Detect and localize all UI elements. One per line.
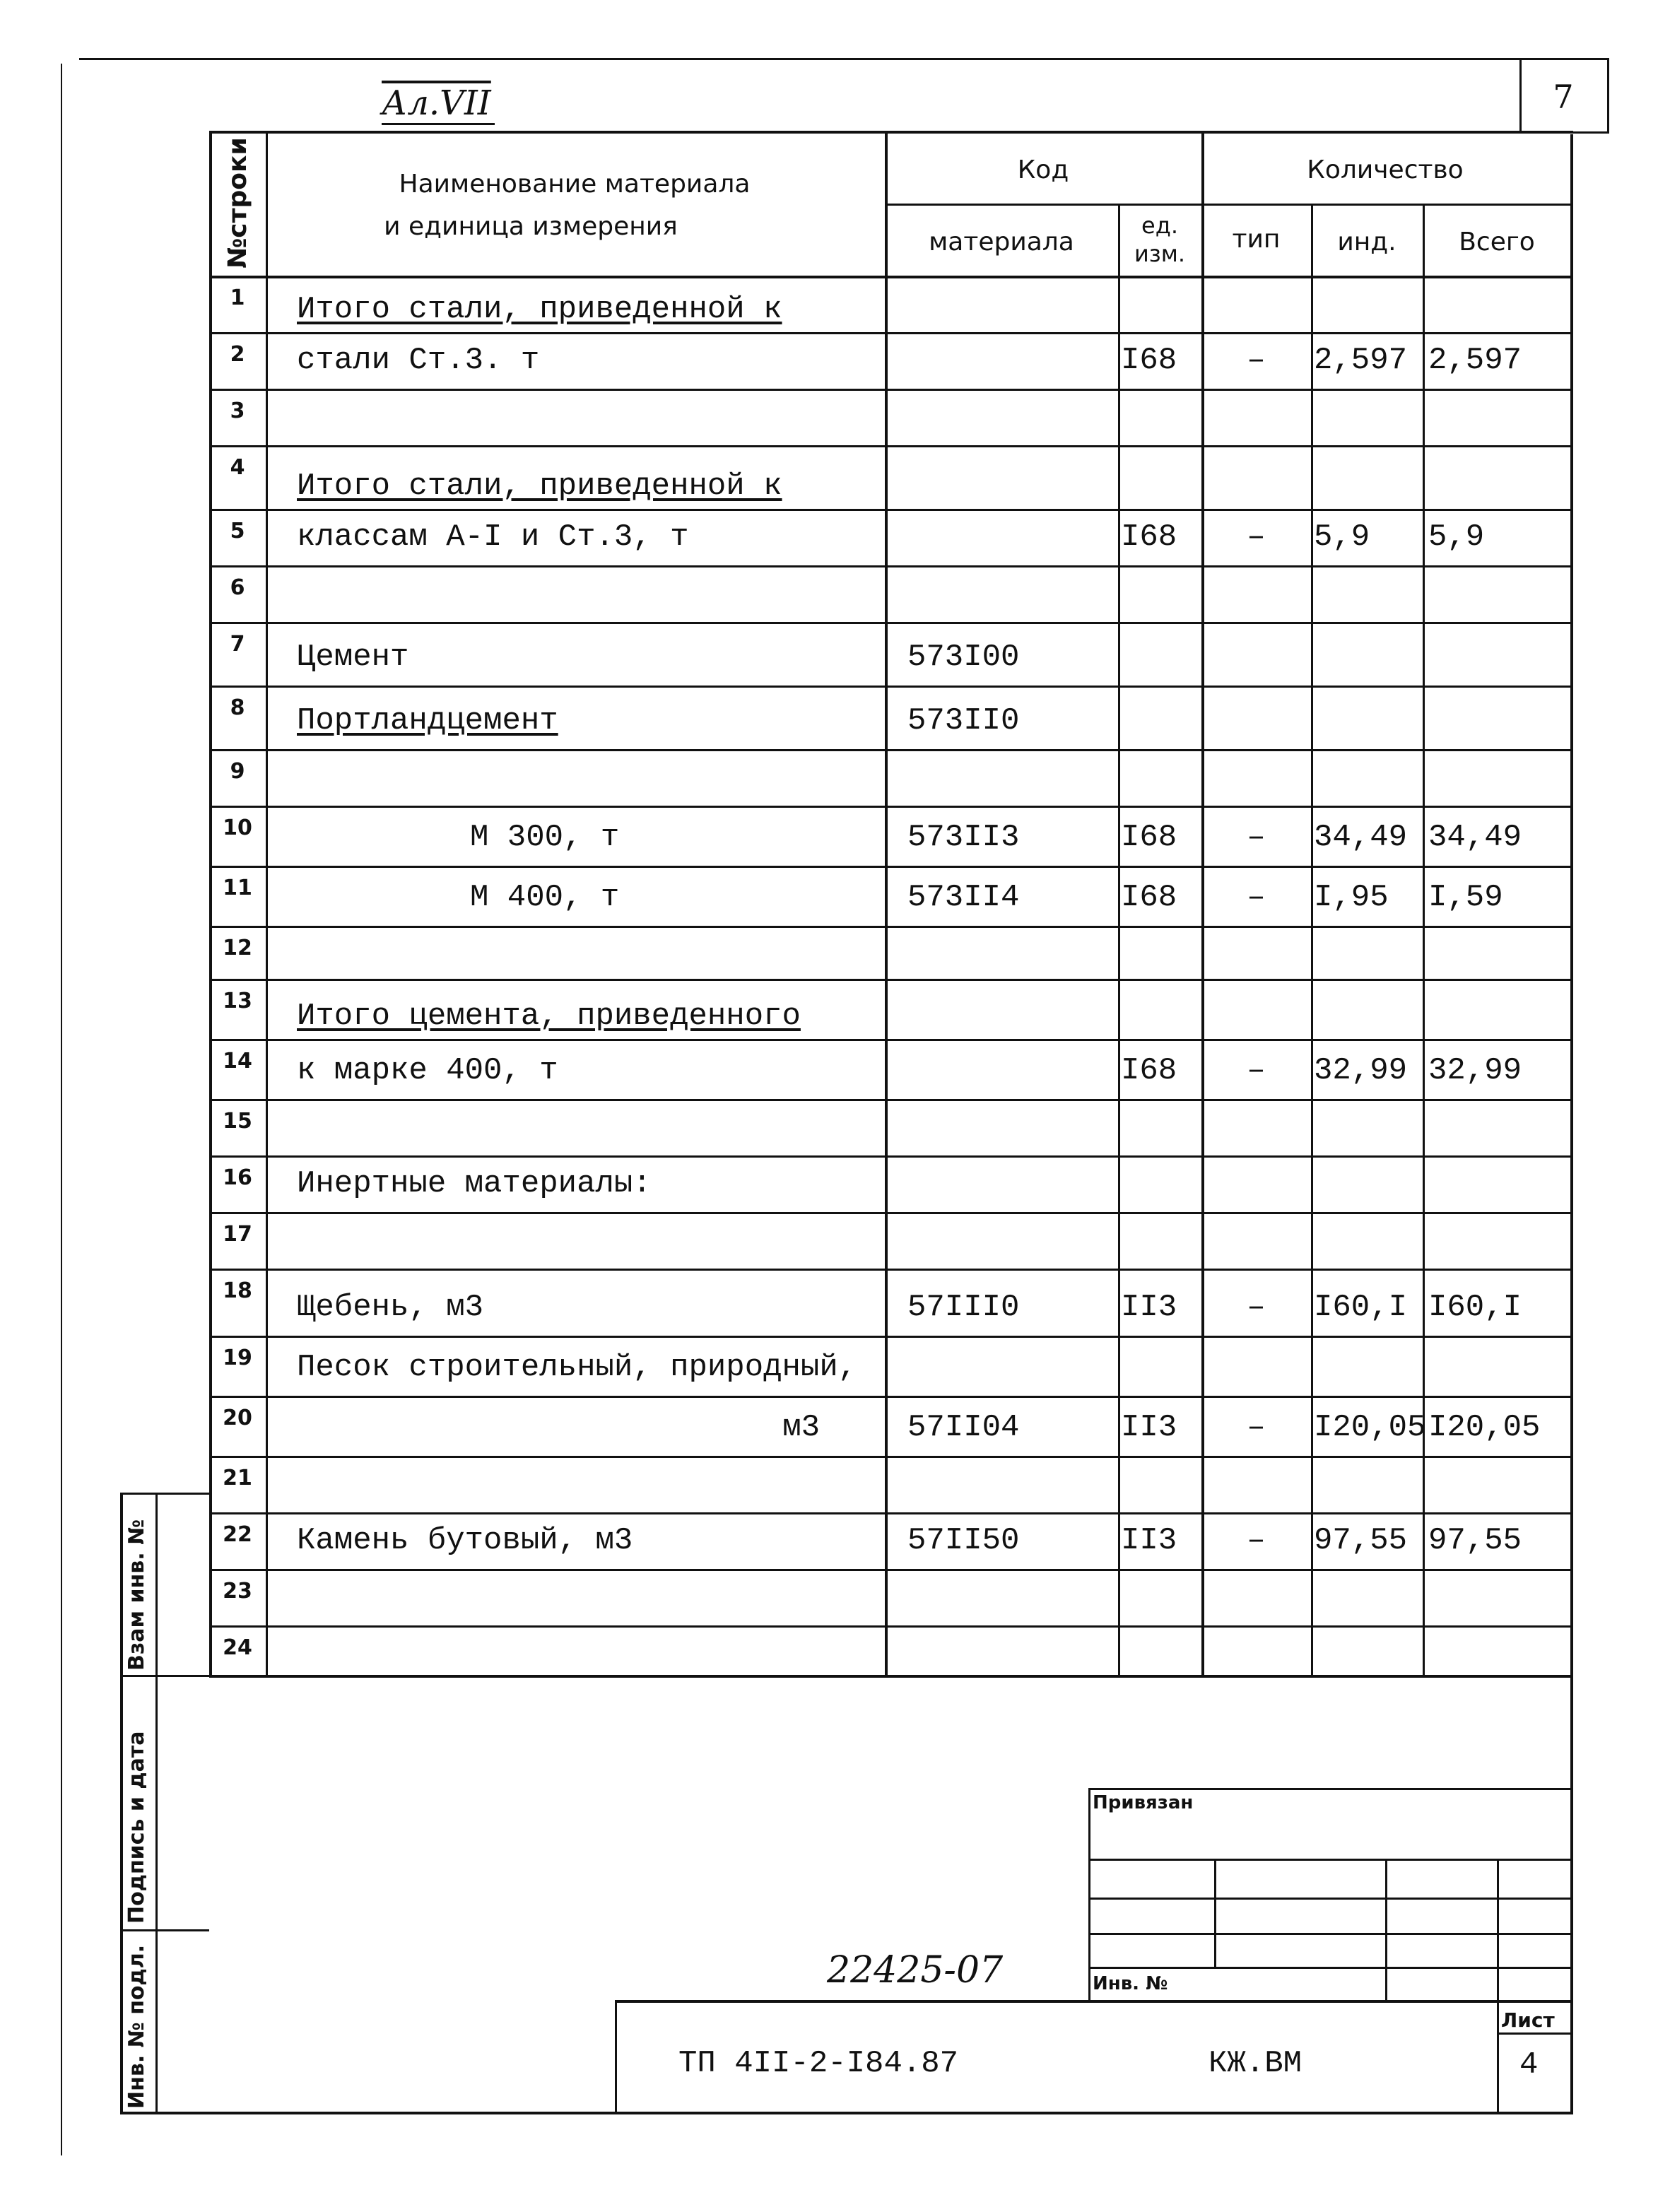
row-name: Итого стали, приведенной к	[297, 469, 782, 504]
row-material-code: 573I00	[907, 640, 1020, 675]
side-label-inv-orig: Инв. № подл.	[124, 1944, 149, 2109]
row-number: 11	[223, 876, 252, 900]
row-number: 4	[230, 455, 245, 480]
header-name-line1: Наименование материала	[399, 170, 751, 199]
row-number: 23	[223, 1579, 252, 1604]
row-name: классам А-I и Ст.3, т	[297, 519, 689, 555]
row-line	[209, 445, 1573, 447]
side-stamp-div1	[120, 1675, 209, 1677]
row-name: Песок строительный, природный,	[297, 1350, 857, 1385]
bound-label: Привязан	[1093, 1792, 1194, 1813]
row-number: 21	[223, 1466, 252, 1490]
row-unit-code: II3	[1121, 1290, 1177, 1325]
row-line	[209, 1269, 1573, 1271]
header-code-material: материала	[929, 228, 1074, 257]
row-qty-total: 2,597	[1428, 343, 1522, 378]
tb-sheet-row	[1497, 2032, 1572, 2035]
tb-col3	[1497, 1859, 1499, 2113]
row-line	[209, 622, 1573, 624]
row-qty-total: I60,I	[1428, 1290, 1522, 1325]
row-qty-type: –	[1247, 820, 1266, 855]
row-qty-type: –	[1247, 880, 1266, 915]
row-line	[209, 686, 1573, 688]
header-row-number: №строки	[223, 137, 252, 269]
row-number: 14	[223, 1049, 252, 1073]
tb-main-left	[615, 2000, 617, 2113]
row-name: Цемент	[297, 640, 409, 675]
row-line	[209, 332, 1573, 334]
side-label-sign-date: Подпись и дата	[124, 1731, 149, 1924]
row-qty-total: I20,05	[1428, 1410, 1541, 1445]
row-number: 5	[230, 519, 245, 543]
row-line	[209, 979, 1573, 981]
table-top-border	[209, 131, 1573, 134]
row-line	[209, 1039, 1573, 1041]
row-qty-type: –	[1247, 1290, 1266, 1325]
row-line	[209, 389, 1573, 391]
row-qty-type: –	[1247, 1523, 1266, 1558]
row-line	[209, 1456, 1573, 1458]
row-name: М 300, т	[470, 820, 620, 855]
row-qty-type: –	[1247, 343, 1266, 378]
tb-row3	[1088, 1933, 1572, 1935]
row-line	[209, 866, 1573, 868]
side-label-replace-inv: Взам инв. №	[124, 1519, 149, 1671]
sheet-label: Лист	[1501, 2008, 1555, 2032]
row-unit-code: I68	[1121, 519, 1177, 555]
row-number: 22	[223, 1522, 252, 1547]
row-number: 19	[223, 1346, 252, 1370]
row-material-code: 573II3	[907, 820, 1020, 855]
tb-bound-top	[1088, 1788, 1572, 1790]
row-name: к марке 400, т	[297, 1053, 558, 1088]
row-material-code: 573II0	[907, 703, 1020, 739]
tb-main-top	[615, 2000, 1572, 2003]
row-unit-code: II3	[1121, 1410, 1177, 1445]
album-mark: Ал.VII	[382, 83, 491, 123]
row-qty-type: –	[1247, 1410, 1266, 1445]
header-code: Код	[1017, 155, 1069, 184]
row-qty-ind: 5,9	[1314, 519, 1370, 555]
header-bottom-border	[209, 276, 1573, 278]
doc-mark: КЖ.ВМ	[1209, 2046, 1303, 2081]
tb-col2	[1385, 1859, 1387, 2000]
row-name: Щебень, м3	[297, 1290, 484, 1325]
row-unit-code: I68	[1121, 1053, 1177, 1088]
row-number: 20	[223, 1406, 252, 1430]
row-number: 3	[230, 399, 245, 423]
row-line	[209, 1336, 1573, 1338]
row-line	[209, 749, 1573, 751]
row-name: Итого стали, приведенной к	[297, 292, 782, 327]
row-line	[209, 1155, 1573, 1158]
row-name: м3	[782, 1410, 820, 1445]
row-qty-total: I,59	[1428, 880, 1503, 915]
row-line	[209, 509, 1573, 511]
row-number: 24	[223, 1635, 252, 1660]
row-number: 9	[230, 759, 245, 784]
header-qty-total: Всего	[1459, 228, 1535, 257]
side-stamp-div2	[120, 1929, 209, 1931]
row-line	[209, 1625, 1573, 1628]
row-line	[209, 1212, 1573, 1214]
row-number: 12	[223, 936, 252, 960]
row-unit-code: II3	[1121, 1523, 1177, 1558]
side-stamp-bottom	[120, 2112, 1573, 2114]
tb-row1	[1088, 1859, 1572, 1861]
row-number: 15	[223, 1109, 252, 1134]
row-qty-type: –	[1247, 1053, 1266, 1088]
header-unit-line2: изм.	[1134, 240, 1186, 267]
header-qty-ind: инд.	[1337, 228, 1396, 257]
row-qty-ind: I,95	[1314, 880, 1389, 915]
row-qty-type: –	[1247, 519, 1266, 555]
row-name: Портландцемент	[297, 703, 558, 739]
row-line	[209, 1512, 1573, 1514]
row-line	[209, 806, 1573, 808]
row-material-code: 57II04	[907, 1410, 1020, 1445]
row-number: 6	[230, 575, 245, 600]
side-stamp-left	[120, 1493, 123, 2114]
tb-row4	[1088, 1967, 1572, 1969]
side-stamp-top	[120, 1493, 209, 1495]
col-line-left	[209, 131, 212, 1677]
col-line-number	[266, 131, 268, 1677]
row-qty-total: 97,55	[1428, 1523, 1522, 1558]
row-name: Инертные материалы:	[297, 1166, 652, 1201]
row-name: Камень бутовый, м3	[297, 1523, 633, 1558]
header-name-line2: и единица измерения	[384, 212, 678, 241]
header-subdivider	[885, 204, 1573, 206]
row-qty-total: 34,49	[1428, 820, 1522, 855]
row-line	[209, 1569, 1573, 1571]
row-qty-ind: 97,55	[1314, 1523, 1408, 1558]
row-name: М 400, т	[470, 880, 620, 915]
row-unit-code: I68	[1121, 343, 1177, 378]
row-qty-total: 32,99	[1428, 1053, 1522, 1088]
row-number: 7	[230, 632, 245, 657]
row-qty-ind: I20,05	[1314, 1410, 1426, 1445]
handwritten-number: 22425-07	[827, 1949, 1004, 1992]
row-line	[209, 565, 1573, 567]
row-material-code: 573II4	[907, 880, 1020, 915]
row-number: 16	[223, 1165, 252, 1190]
row-number: 8	[230, 695, 245, 720]
row-qty-ind: 32,99	[1314, 1053, 1408, 1088]
row-number: 18	[223, 1278, 252, 1303]
row-qty-ind: 34,49	[1314, 820, 1408, 855]
row-number: 2	[230, 342, 245, 367]
row-number: 17	[223, 1222, 252, 1247]
row-line	[209, 1675, 1573, 1678]
row-name: стали Ст.3. т	[297, 343, 540, 378]
row-line	[209, 1396, 1573, 1398]
row-line	[209, 926, 1573, 928]
tb-row2	[1088, 1898, 1572, 1900]
row-number: 1	[230, 286, 245, 310]
row-qty-ind: 2,597	[1314, 343, 1408, 378]
doc-code: ТП 4II-2-I84.87	[678, 2046, 959, 2081]
row-unit-code: I68	[1121, 880, 1177, 915]
inv-no-label: Инв. №	[1093, 1973, 1168, 1994]
header-unit-line1: ед.	[1141, 212, 1178, 239]
header-qty-type: тип	[1232, 225, 1281, 254]
page-number: 7	[1553, 78, 1574, 116]
side-stamp-divider-vertical	[155, 1493, 158, 2113]
row-name: Итого цемента, приведенного	[297, 999, 801, 1034]
row-material-code: 57II50	[907, 1523, 1020, 1558]
row-number: 13	[223, 989, 252, 1013]
row-number: 10	[223, 816, 252, 840]
row-line	[209, 1099, 1573, 1101]
header-quantity: Количество	[1307, 155, 1464, 184]
row-qty-ind: I60,I	[1314, 1290, 1408, 1325]
sheet-number: 4	[1519, 2047, 1539, 2083]
col-line-name	[885, 131, 888, 1677]
row-qty-total: 5,9	[1428, 519, 1485, 555]
row-unit-code: I68	[1121, 820, 1177, 855]
tb-col1	[1214, 1859, 1216, 1968]
row-material-code: 57III0	[907, 1290, 1020, 1325]
